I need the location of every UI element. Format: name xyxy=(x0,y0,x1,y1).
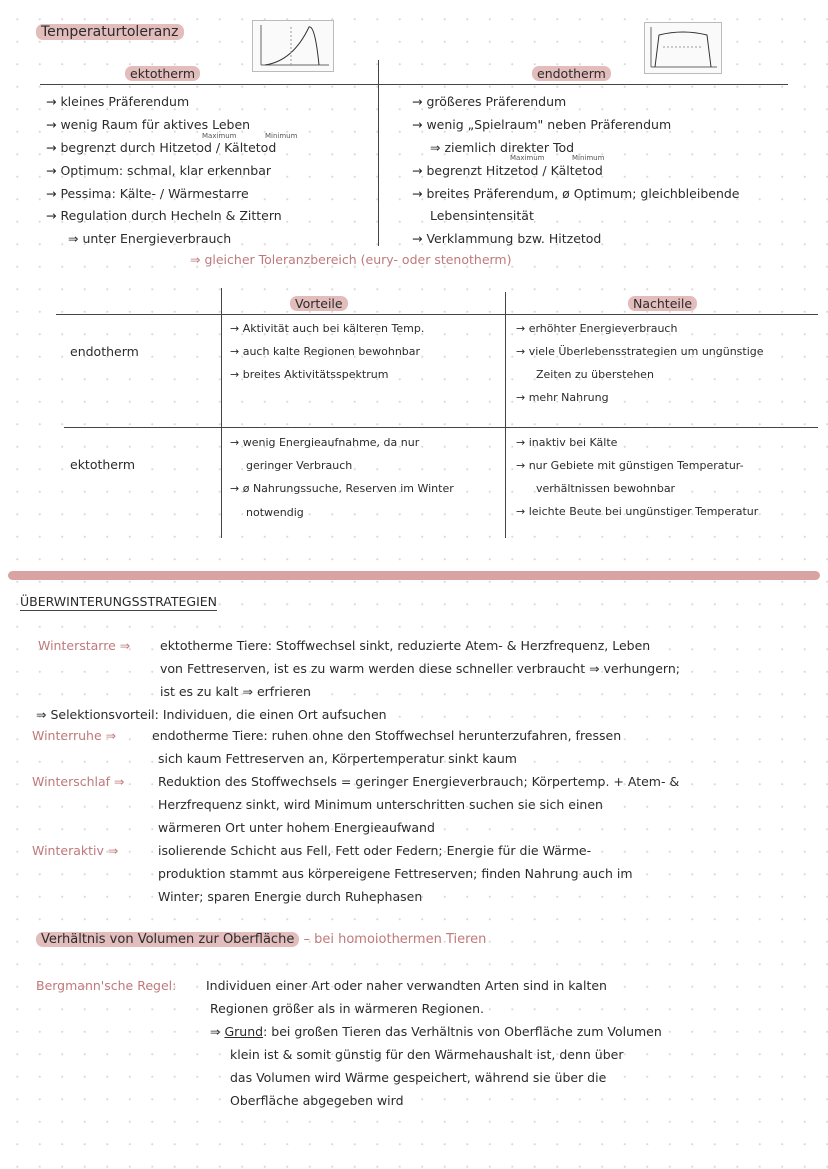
table-cell: → inaktiv bei Kälte xyxy=(516,436,618,449)
table-cell: → ø Nahrungssuche, Reserven im Winter xyxy=(230,482,454,495)
table-cell: → mehr Nahrung xyxy=(516,391,609,404)
winteraktiv-text: isolierende Schicht aus Fell, Fett oder Federn; Energie für die Wärme- xyxy=(158,843,592,858)
winterstarre-label: Winterstarre ⇒ xyxy=(38,638,131,653)
winterruhe-label: Winterruhe ⇒ xyxy=(32,728,117,743)
table-cell: notwendig xyxy=(246,506,304,519)
endo-item: ⇒ ziemlich direkter Tod xyxy=(430,140,575,155)
section-divider xyxy=(8,571,820,580)
winterschlaf-label: Winterschlaf ⇒ xyxy=(32,774,125,789)
grund-text: Oberfläche abgegeben wird xyxy=(230,1093,404,1108)
winterstarre-text: ist es zu kalt ⇒ erfrieren xyxy=(160,684,311,699)
endo-item: → breites Präferendum, ø Optimum; gleichbleibende xyxy=(412,186,740,201)
winterstarre-text: von Fettreserven, ist es zu warm werden diese schneller verbraucht ⇒ verhungern; xyxy=(160,661,680,676)
winteraktiv-text: produktion stammt aus körpereigene Fettreserven; finden Nahrung auch im xyxy=(158,866,633,881)
table-cell: geringer Verbrauch xyxy=(246,459,353,472)
table-row-label-endo: endotherm xyxy=(70,344,139,359)
ekto-item: → kleines Präferendum xyxy=(46,94,190,109)
ekto-item: → begrenzt durch Hitzetod / Kältetod xyxy=(46,140,277,155)
endo-tolerance-thumbnail xyxy=(644,22,722,74)
endo-item: Lebensintensität xyxy=(430,208,534,223)
table-header-nachteile: Nachteile xyxy=(628,296,697,311)
grund-label: Grund xyxy=(224,1024,264,1039)
ekto-item: → Regulation durch Hecheln & Zittern xyxy=(46,208,282,223)
ekto-item: → wenig Raum für aktives Leben xyxy=(46,117,251,132)
ekto-sub-item: ⇒ unter Energieverbrauch xyxy=(68,231,232,246)
table-cell: → viele Überlebensstrategien um ungünstige xyxy=(516,345,764,358)
conclusion: ⇒ gleicher Toleranzbereich (eury- oder stenotherm) xyxy=(190,252,512,267)
table-cell: Zeiten zu überstehen xyxy=(536,368,654,381)
bergmann-label: Bergmann'sche Regel: xyxy=(36,978,177,993)
grund-text: das Volumen wird Wärme gespeichert, während sie über die xyxy=(230,1070,607,1085)
bergmann-text: Regionen größer als in wärmeren Regionen. xyxy=(210,1001,484,1016)
winterschlaf-text: Herzfrequenz sinkt, wird Minimum unterschritten suchen sie sich einen xyxy=(158,797,603,812)
table-cell: → wenig Energieaufnahme, da nur xyxy=(230,436,420,449)
winterschlaf-text: wärmeren Ort unter hohem Energieaufwand xyxy=(158,820,435,835)
ekto-item: → Optimum: schmal, klar erkennbar xyxy=(46,163,271,178)
volume-heading: Verhältnis von Volumen zur Oberfläche – bei homoiothermen Tieren xyxy=(36,932,486,947)
table-cell: → Aktivität auch bei kälteren Temp. xyxy=(230,322,425,335)
winteraktiv-text: Winter; sparen Energie durch Ruhephasen xyxy=(158,889,423,904)
bergmann-text: Individuen einer Art oder naher verwandten Arten sind in kalten xyxy=(206,978,607,993)
ekto-item: → Pessima: Kälte- / Wärmestarre xyxy=(46,186,249,201)
ekto-heading: ektotherm xyxy=(125,66,200,81)
endo-item: → begrenzt Hitzetod / Kältetod xyxy=(412,163,603,178)
table-col-rule xyxy=(221,288,222,538)
endo-item: → Verklammung bzw. Hitzetod xyxy=(412,231,602,246)
grund-text: klein ist & somit günstig für den Wärmehaushalt ist, denn über xyxy=(230,1047,624,1062)
ekto-tolerance-thumbnail xyxy=(252,20,334,72)
winteraktiv-label: Winteraktiv ⇒ xyxy=(32,843,119,858)
selektion-note: ⇒ Selektionsvorteil: Individuen, die einen Ort aufsuchen xyxy=(36,707,387,722)
table-cell: → nur Gebiete mit günstigen Temperatur- xyxy=(516,459,744,472)
annotation-maximum: Maximum xyxy=(202,132,237,140)
table-header-rule xyxy=(56,314,818,315)
table-col-rule xyxy=(505,292,506,538)
section1-horizontal-rule xyxy=(40,84,788,85)
endo-item: → wenig „Spielraum" neben Präferendum xyxy=(412,117,672,132)
table-cell: → leichte Beute bei ungünstiger Temperatur xyxy=(516,505,759,518)
annotation-maximum: Maximum xyxy=(510,154,545,162)
winterruhe-text: sich kaum Fettreserven an, Körpertemperatur sinkt kaum xyxy=(158,751,517,766)
annotation-minimum: Minimum xyxy=(572,154,605,162)
winter-heading: ÜBERWINTERUNGSSTRATEGIEN xyxy=(20,594,218,609)
winterstarre-text: ektotherme Tiere: Stoffwechsel sinkt, reduzierte Atem- & Herzfrequenz, Leben xyxy=(160,638,651,653)
grund-line: ⇒ Grund: bei großen Tieren das Verhältnis von Oberfläche zum Volumen xyxy=(210,1024,662,1039)
table-cell: → breites Aktivitätsspektrum xyxy=(230,368,389,381)
table-row-rule xyxy=(64,427,818,428)
table-cell: verhältnissen bewohnbar xyxy=(536,482,676,495)
endo-item: → größeres Präferendum xyxy=(412,94,567,109)
table-row-label-ekto: ektotherm xyxy=(70,457,136,472)
table-cell: → auch kalte Regionen bewohnbar xyxy=(230,345,421,358)
winterschlaf-text: Reduktion des Stoffwechsels = geringer Energieverbrauch; Körpertemp. + Atem- & xyxy=(158,774,680,789)
winterruhe-text: endotherme Tiere: ruhen ohne den Stoffwechsel herunterzufahren, fressen xyxy=(152,728,622,743)
section1-vertical-rule xyxy=(378,60,379,246)
page-title: Temperaturtoleranz xyxy=(36,24,184,40)
endo-heading: endotherm xyxy=(532,66,611,81)
annotation-minimum: Minimum xyxy=(265,132,298,140)
table-header-vorteile: Vorteile xyxy=(290,296,348,311)
table-cell: → erhöhter Energieverbrauch xyxy=(516,322,678,335)
